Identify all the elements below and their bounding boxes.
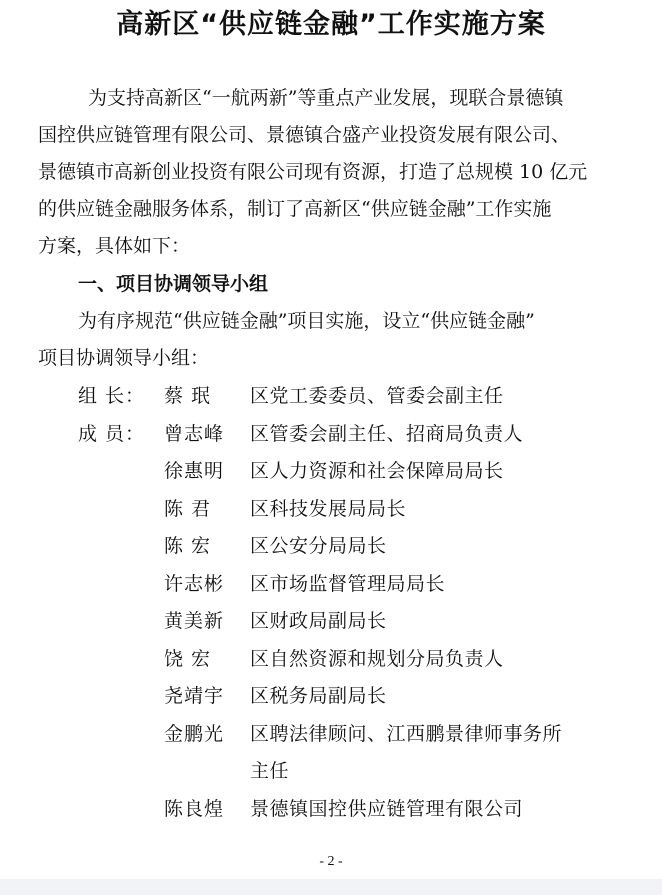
intro-paragraph [38, 80, 638, 265]
member-row [0, 491, 662, 529]
member-row [0, 528, 662, 566]
member-name: 曾志峰 [164, 422, 225, 445]
member-position: 区税务局副局长 [250, 685, 387, 707]
member-name: 金鹏光 [164, 722, 225, 745]
section-line: 项目协调领导小组： [38, 347, 210, 369]
member-name: 陈良煌 [164, 797, 225, 820]
member-name: 尧靖宇 [164, 685, 225, 707]
member-row [0, 791, 662, 829]
intro-line: 国控供应链管理有限公司、景德镇合盛产业投资发展有限公司、 [38, 124, 571, 146]
intro-line: 方案，具体如下： [38, 235, 191, 257]
member-position: 区人力资源和社会保障局局长 [250, 460, 504, 482]
member-name: 许志彬 [164, 572, 225, 595]
member-list [0, 378, 662, 828]
member-name: 黄美新 [164, 610, 225, 632]
member-row [0, 641, 662, 679]
member-role: 成 员： [78, 422, 146, 445]
member-position: 区聘法律顾问、江西鹏景律师事务所 [250, 722, 563, 745]
viewer-bottom-strip [0, 879, 662, 895]
section-paragraph [38, 303, 638, 377]
member-row [0, 566, 662, 604]
member-position: 区科技发展局局长 [250, 497, 407, 520]
member-name: 蔡 珉 [164, 385, 212, 407]
member-role: 组 长： [78, 385, 146, 407]
member-row [0, 678, 662, 716]
member-name: 陈 君 [164, 497, 212, 520]
section-line: 为有序规范“供应链金融”项目实施，设立“供应链金融” [78, 310, 535, 332]
intro-line: 为支持高新区“一航两新”等重点产业发展，现联合景德镇 [88, 87, 564, 109]
section-heading: 一、项目协调领导小组 [78, 273, 269, 295]
document-title: 高新区“供应链金融”工作实施方案 [116, 9, 546, 40]
intro-line: 的供应链金融服务体系，制订了高新区“供应链金融”工作实施 [38, 198, 552, 220]
member-position: 区市场监督管理局局长 [250, 572, 446, 595]
member-position: 区公安分局局长 [250, 535, 387, 557]
member-row [0, 453, 662, 491]
page-number: - 2 - [319, 854, 343, 869]
member-row [0, 378, 662, 416]
member-position: 区自然资源和规划分局负责人 [250, 647, 504, 670]
member-position: 区党工委委员、管委会副主任 [250, 385, 504, 407]
member-position: 区财政局副局长 [250, 610, 387, 632]
member-row [0, 716, 662, 754]
member-position: 区管委会副主任、招商局负责人 [250, 422, 524, 445]
member-row-continuation [0, 753, 662, 791]
member-position: 景德镇国控供应链管理有限公司 [250, 797, 524, 820]
member-position: 主任 [250, 760, 290, 782]
member-name: 陈 宏 [164, 535, 212, 557]
member-name: 饶 宏 [164, 647, 212, 670]
intro-line: 景德镇市高新创业投资有限公司现有资源，打造了总规模 10 亿元 [38, 161, 588, 183]
member-row [0, 416, 662, 454]
member-name: 徐惠明 [164, 460, 225, 482]
member-row [0, 603, 662, 641]
